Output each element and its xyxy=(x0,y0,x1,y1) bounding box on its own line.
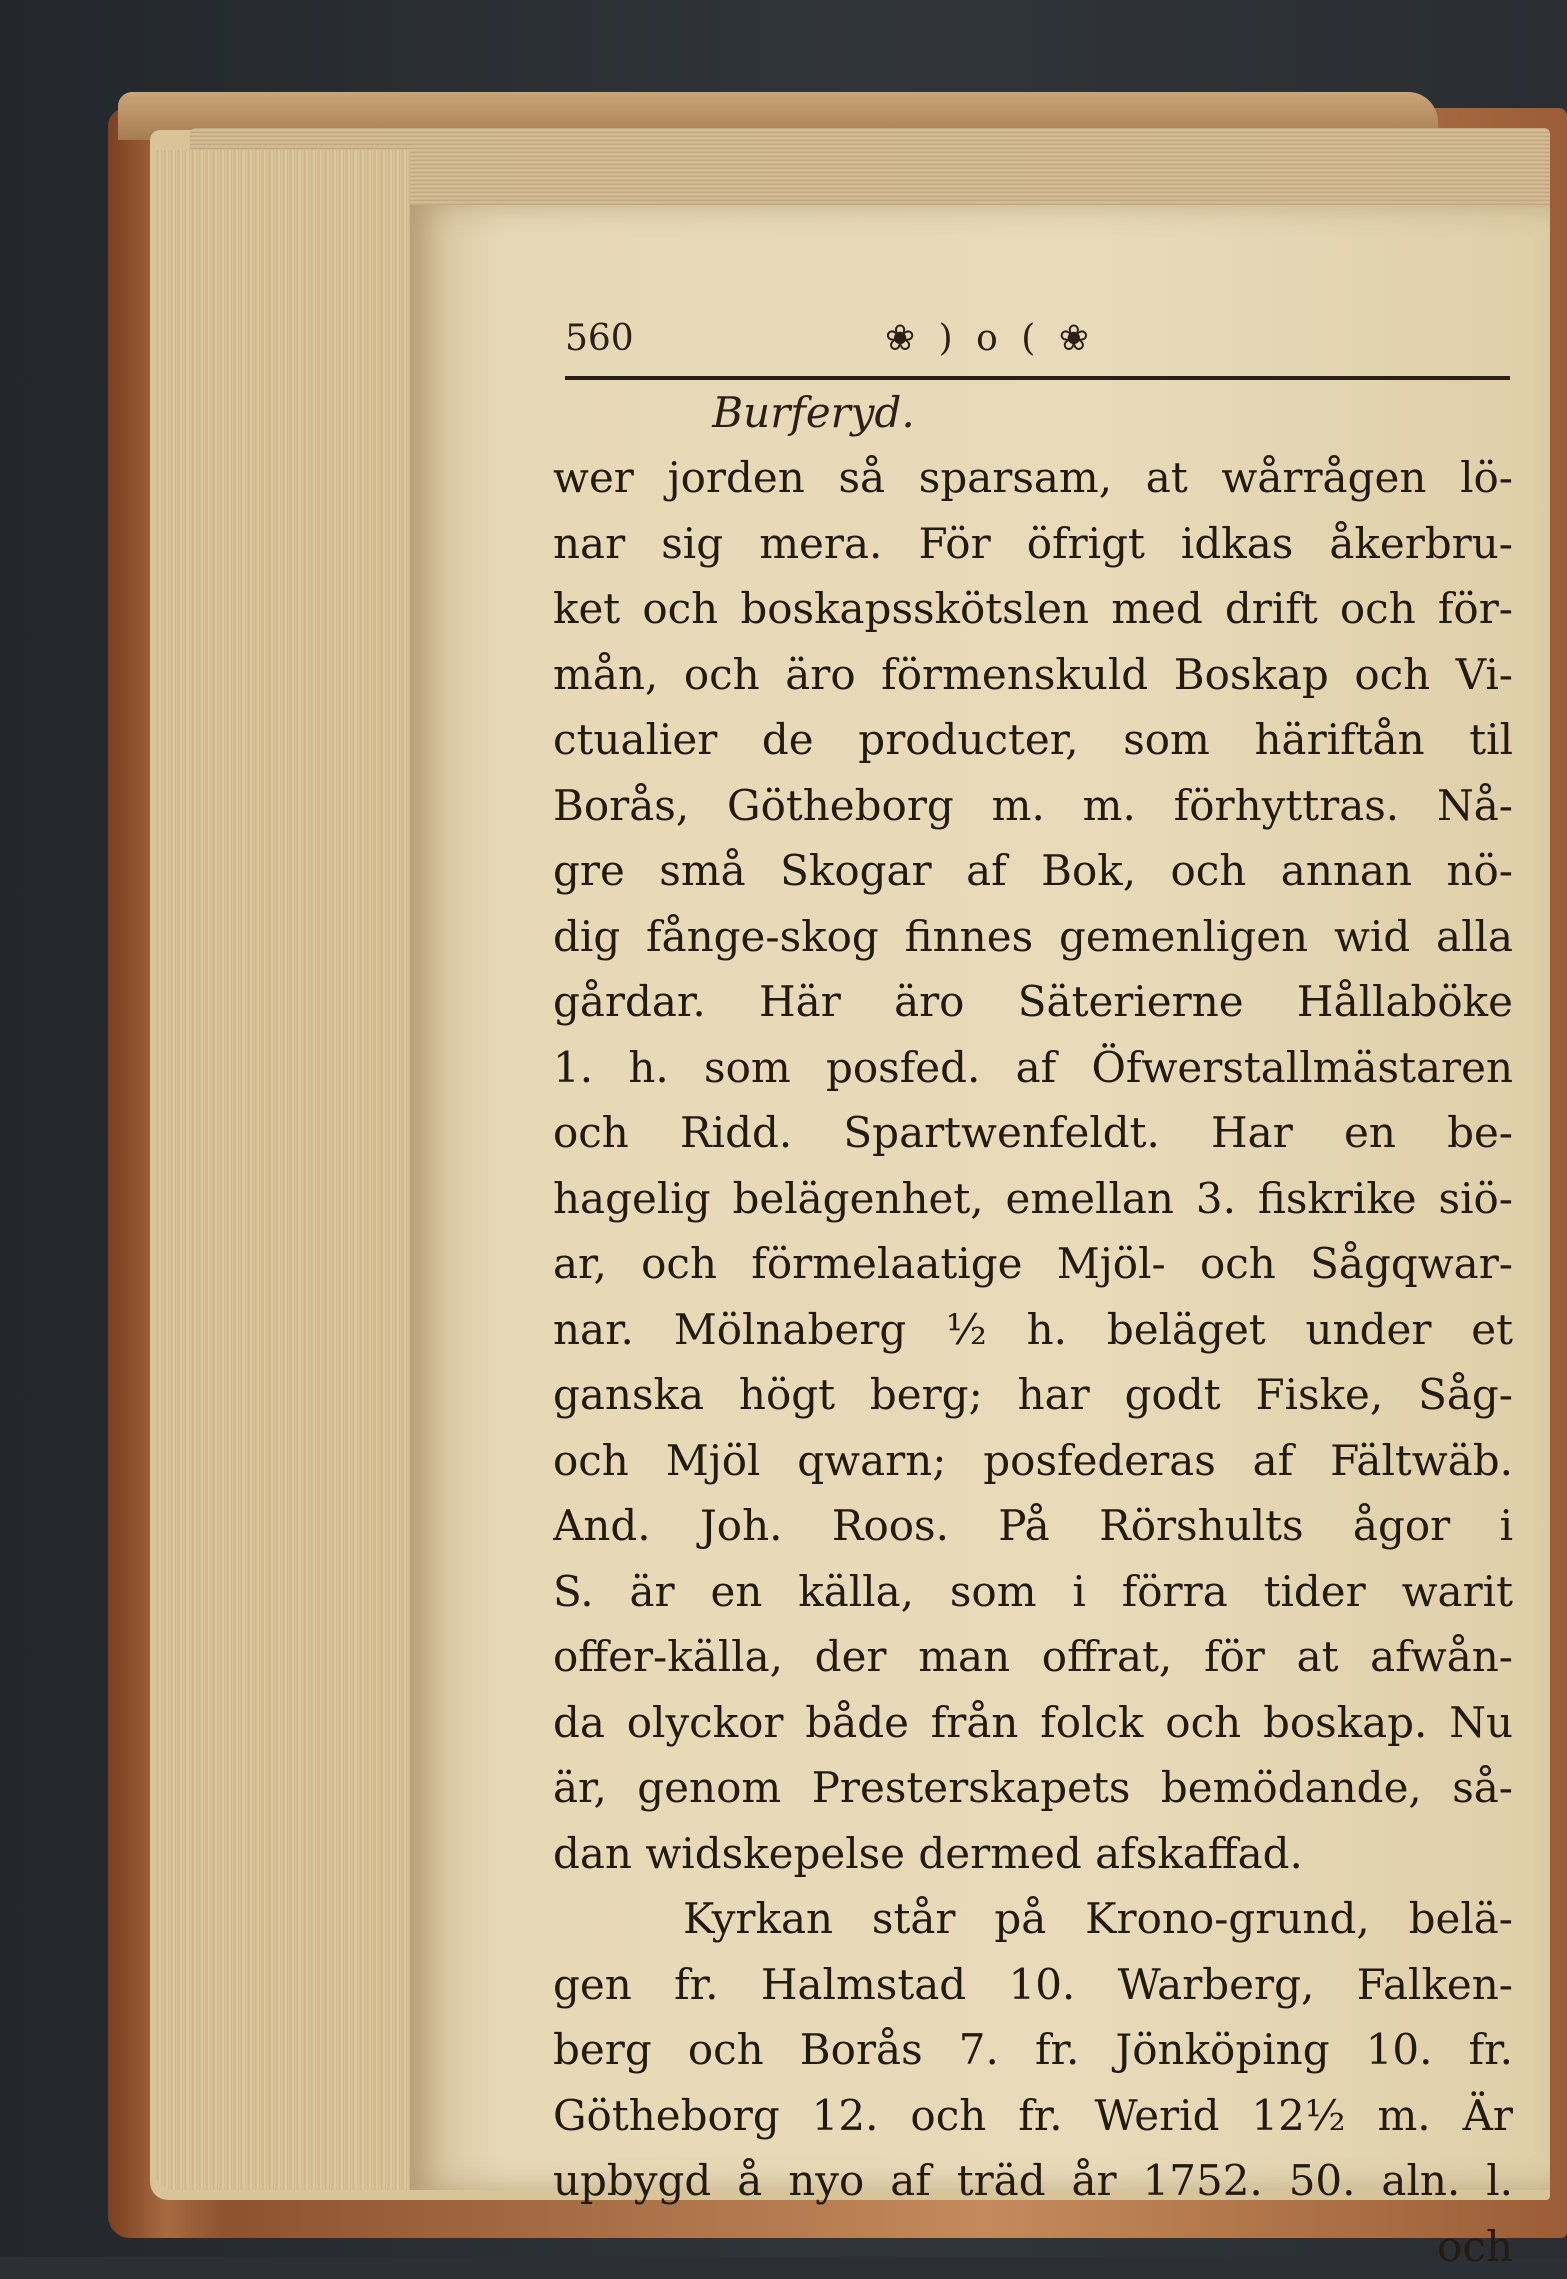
text-line: nar sig mera. För öfrigt idkas åkerbru- xyxy=(553,511,1513,577)
body-text xyxy=(553,445,1513,2279)
page-fore-edges xyxy=(155,150,410,2190)
text-line: S. är en källa, som i förra tider warit xyxy=(553,1559,1513,1625)
text-line: hagelig belägenhet, emellan 3. fiskrike siö- xyxy=(553,1166,1513,1232)
text-line: berg och Borås 7. fr. Jönköping 10. fr. xyxy=(553,2017,1513,2083)
text-line: da olyckor både från folck och boskap. Nu xyxy=(553,1690,1513,1756)
text-line: nar. Mölnaberg ½ h. beläget under et xyxy=(553,1297,1513,1363)
header-ornament: ❀ ) o ( ❀ xyxy=(885,318,1095,359)
text-line: Götheborg 12. och fr. Werid 12½ m. Är xyxy=(553,2083,1513,2149)
catchword: och xyxy=(553,2214,1513,2279)
text-line: är, genom Presterskapets bemödande, så- xyxy=(553,1755,1513,1821)
text-line: gen fr. Halmstad 10. Warberg, Falken- xyxy=(553,1952,1513,2018)
text-line: mån, och äro förmenskuld Boskap och Vi- xyxy=(553,642,1513,708)
text-line: Borås, Götheborg m. m. förhyttras. Nå- xyxy=(553,773,1513,839)
text-line: ket och boskapsskötslen med drift och för- xyxy=(553,576,1513,642)
text-line: upbygd å nyo af träd år 1752. 50. aln. l. xyxy=(553,2148,1513,2214)
text-line: wer jorden så sparsam, at wårrågen lö- xyxy=(553,445,1513,511)
text-line: ar, och förmelaatige Mjöl- och Sågqwar- xyxy=(553,1231,1513,1297)
text-line: 1. h. som posfed. af Öfwerstallmästaren xyxy=(553,1035,1513,1101)
text-line: gre små Skogar af Bok, och annan nö- xyxy=(553,838,1513,904)
running-title-wrap xyxy=(0,388,1567,437)
header-rule xyxy=(565,376,1510,380)
text-line: dan widskepelse dermed afskaffad. xyxy=(553,1821,1513,1887)
text-line: ganska högt berg; har godt Fiske, Såg- xyxy=(553,1362,1513,1428)
text-line: ctualier de producter, som häriftån til xyxy=(553,707,1513,773)
text-line: dig fånge-skog finnes gemenligen wid alla xyxy=(553,904,1513,970)
text-line: och Ridd. Spartwenfeldt. Har en be- xyxy=(553,1100,1513,1166)
running-title: Burferyd. xyxy=(712,388,914,437)
page-number: 560 xyxy=(565,318,634,359)
text-line: Kyrkan står på Krono-grund, belä- xyxy=(553,1886,1513,1952)
text-line: gårdar. Här äro Säterierne Hållaböke xyxy=(553,969,1513,1035)
text-line: och Mjöl qwarn; posfederas af Fältwäb. xyxy=(553,1428,1513,1494)
page-header xyxy=(565,318,1510,378)
text-line: And. Joh. Roos. På Rörshults ågor i xyxy=(553,1493,1513,1559)
text-line: offer-källa, der man offrat, för at afwån- xyxy=(553,1624,1513,1690)
